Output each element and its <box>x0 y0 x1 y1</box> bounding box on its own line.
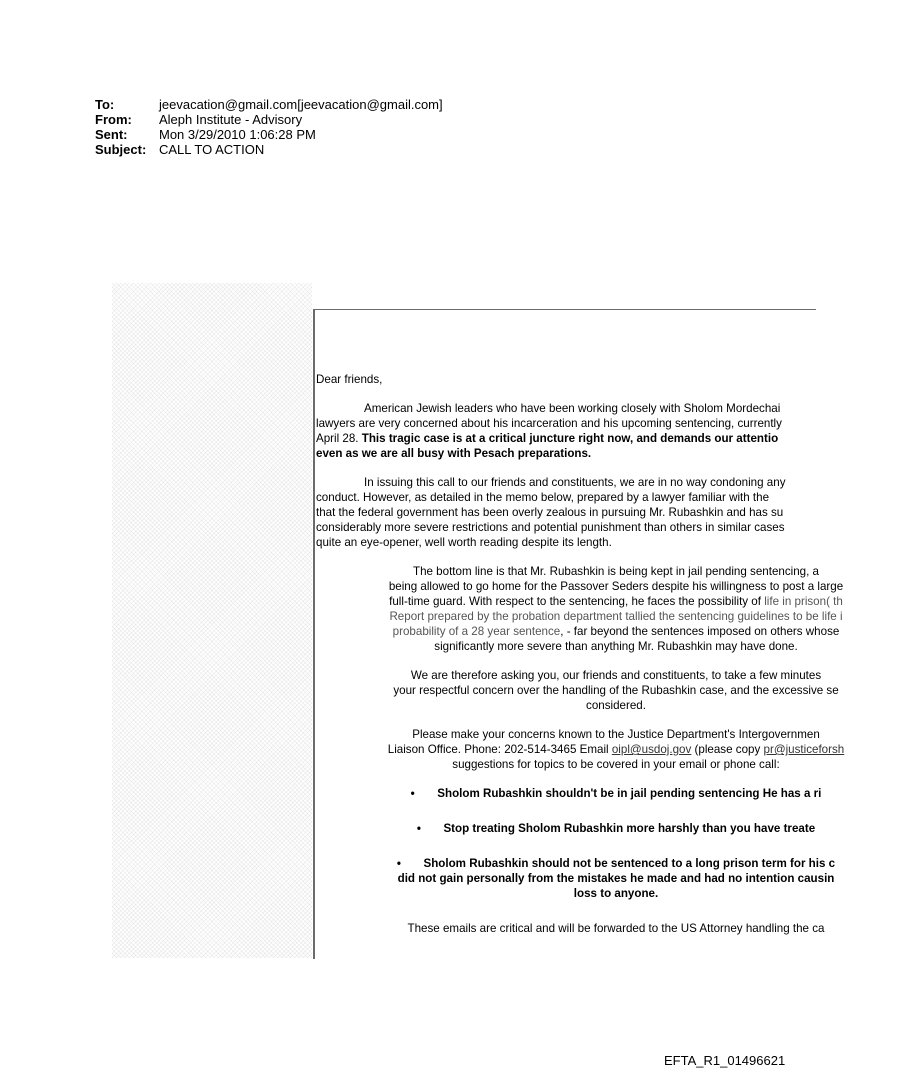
paragraph-4 <box>316 668 916 713</box>
p5-line-c: suggestions for topics to be covered in your email or phone call: <box>452 758 780 771</box>
closing-paragraph: These emails are critical and will be forwarded to the US Attorney handling the ca <box>407 922 825 935</box>
content-frame-left-border <box>313 309 315 959</box>
p3-line-a: The bottom line is that Mr. Rubashkin is being kept in jail pending sentencing, a <box>412 565 820 578</box>
sent-value: Mon 3/29/2010 1:06:28 PM <box>159 127 316 142</box>
bullet-3-line-a: Sholom Rubashkin should not be sentenced to a long prison term for his c <box>423 857 836 870</box>
p3-line-c2: life in prison( th <box>764 595 843 608</box>
subject-value: CALL TO ACTION <box>159 142 265 157</box>
p5-line-b2: (please copy <box>694 743 761 756</box>
paragraph-2 <box>316 475 916 550</box>
justice-email-link[interactable]: pr@justiceforsh <box>763 743 845 756</box>
bullet-3-line-c: loss to anyone. <box>573 887 659 900</box>
list-item: • Sholom Rubashkin shouldn't be in jail pending sentencing He has a ri <box>410 787 822 800</box>
p4-line-a: We are therefore asking you, our friends and constituents, to take a few minutes <box>410 669 822 682</box>
subject-row <box>95 142 443 157</box>
sent-label: Sent: <box>95 127 128 142</box>
p3-line-d: Report prepared by the probation department tallied the sentencing guidelines to be life i <box>389 610 843 623</box>
p2-line-a: In issuing this call to our friends and constituents, we are in no way condoning any <box>364 476 786 489</box>
list-item: • Sholom Rubashkin should not be sentenced to a long prison term for his c did not gain personally from the mistakes he made and had no intention causin loss to anyone. <box>396 857 836 900</box>
p2-line-b: conduct. However, as detailed in the memo below, prepared by a lawyer familiar with the <box>316 491 770 504</box>
doj-email-link[interactable]: oipl@usdoj.gov <box>611 743 692 756</box>
p2-line-e: quite an eye-opener, well worth reading despite its length. <box>316 536 612 549</box>
topic-list <box>316 786 916 901</box>
message-body <box>316 372 916 936</box>
salutation: Dear friends, <box>316 373 383 386</box>
content-frame-top-border <box>313 309 816 310</box>
sent-row <box>95 127 443 142</box>
p1-line-b: lawyers are very concerned about his incarceration and his upcoming sentencing, currently <box>316 417 782 430</box>
paragraph-3 <box>316 564 916 654</box>
p2-line-d: considerably more severe restrictions and potential punishment than others in similar cases <box>316 521 785 534</box>
p3-line-f: significantly more severe than anything Mr. Rubashkin may have done. <box>434 640 798 653</box>
p1-bold-2: even as we are all busy with Pesach preparations. <box>316 447 592 460</box>
from-row <box>95 112 443 127</box>
p3-line-b: being allowed to go home for the Passover Seders despite his willingness to post a large <box>388 580 844 593</box>
from-value: Aleph Institute - Advisory <box>159 112 303 127</box>
p4-line-b: your respectful concern over the handling of the Rubashkin case, and the excessive se <box>393 684 839 697</box>
paragraph-5 <box>316 727 916 772</box>
p4-line-c: considered. <box>586 699 646 712</box>
p3-line-c1: full-time guard. With respect to the sentencing, he faces the possibility of <box>389 595 761 608</box>
from-label: From: <box>95 112 132 127</box>
to-value: jeevacation@gmail.com[jeevacation@gmail.com] <box>159 97 443 112</box>
bullet-3-line-b: did not gain personally from the mistakes he made and had no intention causin <box>397 872 835 885</box>
bullet-1-text: Sholom Rubashkin shouldn't be in jail pending sentencing He has a ri <box>437 787 822 800</box>
p5-line-b1: Liaison Office. Phone: 202-514-3465 Email <box>387 743 609 756</box>
p1-line-a: American Jewish leaders who have been working closely with Sholom Mordechai <box>364 402 781 415</box>
email-header <box>95 97 443 157</box>
bullet-2-text: Stop treating Sholom Rubashkin more harshly than you have treate <box>443 822 816 835</box>
p1-line-c: April 28. <box>316 432 359 445</box>
p2-line-c: that the federal government has been overly zealous in pursuing Mr. Rubashkin and has su <box>316 506 784 519</box>
p3-line-e1: probability of a 28 year sentence <box>392 625 561 638</box>
p5-line-a: Please make your concerns known to the Justice Department's Intergovernmen <box>412 728 820 741</box>
document-id: EFTA_R1_01496621 <box>664 1053 786 1068</box>
list-item: • Stop treating Sholom Rubashkin more harshly than you have treate <box>416 822 816 835</box>
paragraph-1 <box>316 401 916 461</box>
p1-bold-1: This tragic case is at a critical juncture right now, and demands our attentio <box>361 432 779 445</box>
decorative-pattern-column <box>112 283 312 958</box>
p3-line-e2: , - far beyond the sentences imposed on others whose <box>560 625 840 638</box>
subject-label: Subject: <box>95 142 147 157</box>
to-row <box>95 97 443 112</box>
to-label: To: <box>95 97 115 112</box>
